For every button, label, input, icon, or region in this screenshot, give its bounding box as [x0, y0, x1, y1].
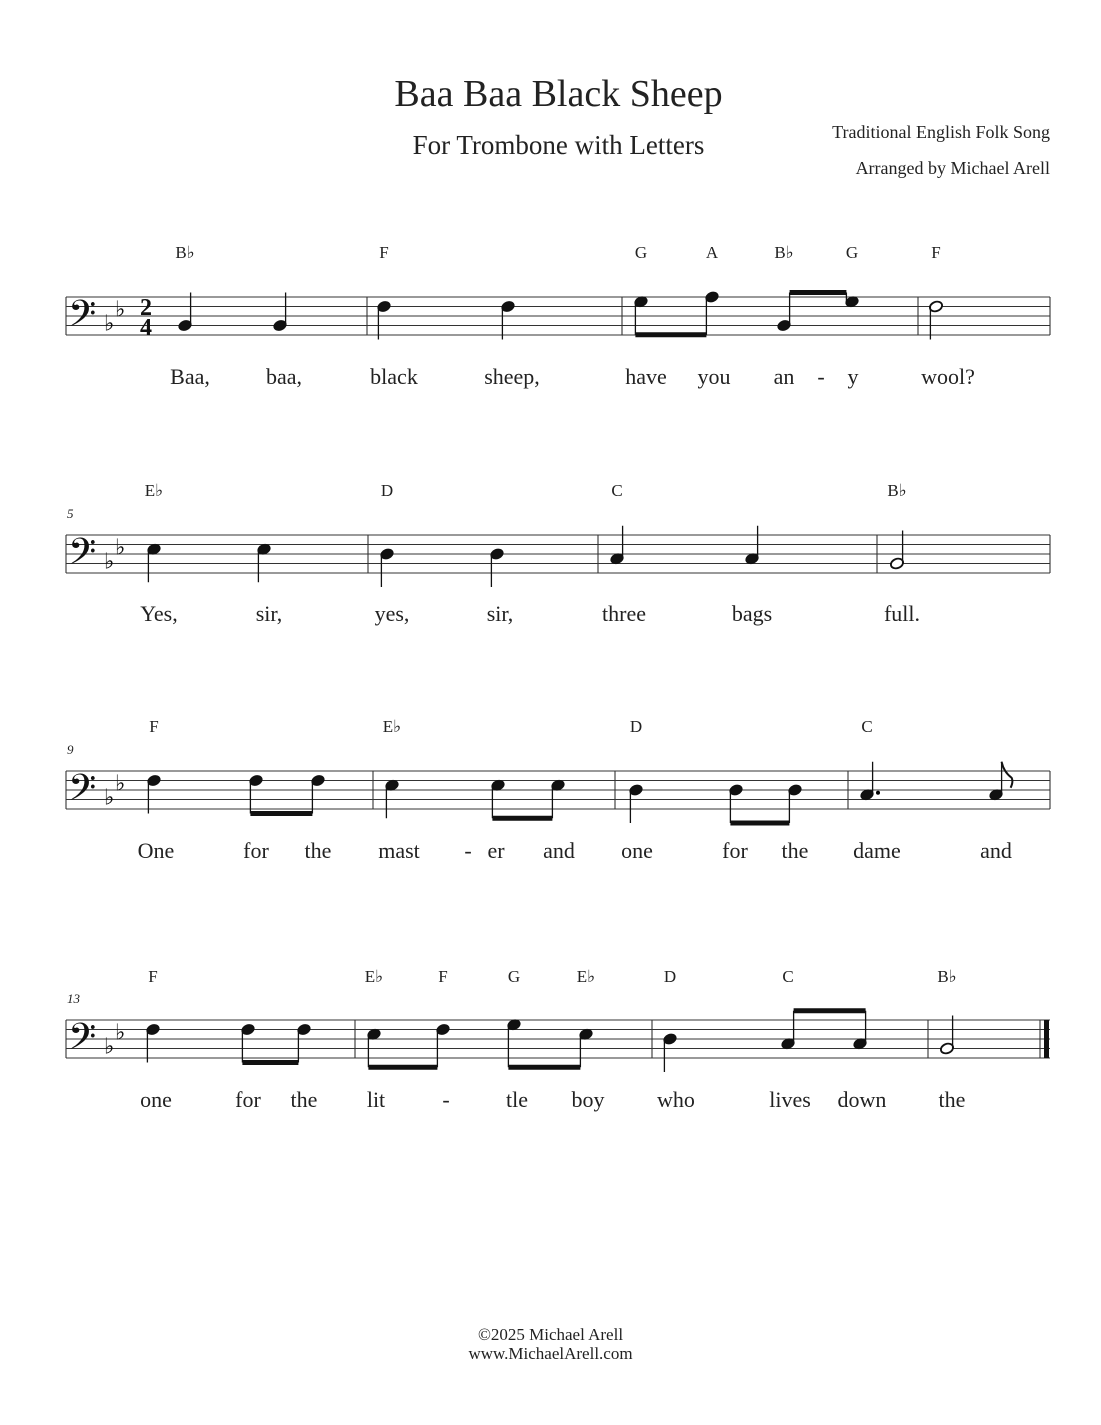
- lyric-syllable: -: [442, 1087, 450, 1112]
- eighth-flag-icon: [1002, 762, 1013, 788]
- note-letter: C: [611, 481, 623, 500]
- note-letter: B♭: [937, 967, 957, 986]
- key-flat-icon: ♭: [115, 1020, 126, 1046]
- time-signature-top: 2: [140, 295, 152, 321]
- lyric-syllable: boy: [571, 1087, 605, 1112]
- lyric-syllable: bags: [731, 601, 773, 626]
- lyric-syllable: for: [722, 838, 748, 863]
- note-letter: B♭: [887, 481, 907, 500]
- lyric-syllable: -: [464, 838, 472, 863]
- note-letter: D: [629, 717, 643, 736]
- sheet-title: Baa Baa Black Sheep: [394, 73, 723, 115]
- arranger-credit: Arranged by Michael Arell: [855, 158, 1050, 178]
- lyric-syllable: lit: [366, 1087, 386, 1112]
- lyric-syllable: y: [847, 364, 859, 389]
- note-letter: A: [705, 243, 719, 262]
- lyric-syllable: you: [697, 364, 731, 389]
- bass-clef-icon: 𝄢: [68, 767, 97, 818]
- note-letter: F: [379, 243, 389, 262]
- lyric-syllable: for: [235, 1087, 261, 1112]
- lyric-syllable: sheep,: [484, 364, 540, 389]
- lyric-syllable: Yes,: [140, 601, 178, 626]
- lyric-syllable: for: [243, 838, 269, 863]
- final-bar-thick: [1044, 1020, 1049, 1058]
- lyric-syllable: an: [773, 364, 795, 389]
- bass-clef-icon: 𝄢: [68, 531, 97, 582]
- note-letter: E♭: [144, 481, 164, 500]
- lyric-syllable: one: [140, 1087, 172, 1112]
- lyric-syllable: sir,: [255, 601, 283, 626]
- lyric-syllable: have: [625, 364, 667, 389]
- lyric-syllable: the: [781, 838, 809, 863]
- note-letter: G: [634, 243, 648, 262]
- lyric-syllable: One: [137, 838, 175, 863]
- lyric-syllable: the: [938, 1087, 966, 1112]
- lyric-syllable: Baa,: [170, 364, 210, 389]
- note-letter: C: [861, 717, 873, 736]
- measure-number: 5: [67, 506, 74, 521]
- lyric-syllable: dame: [853, 838, 901, 863]
- footer: [0, 1325, 1101, 1363]
- key-flat-icon: ♭: [104, 785, 115, 811]
- sheet-subtitle: For Trombone with Letters: [412, 130, 705, 160]
- dot-icon: [876, 791, 880, 795]
- lyric-syllable: baa,: [265, 364, 303, 389]
- lyric-syllable: sir,: [486, 601, 514, 626]
- bass-clef-icon: 𝄢: [68, 293, 97, 344]
- lyric-syllable: mast: [378, 838, 420, 863]
- bass-clef-icon: 𝄢: [68, 1016, 97, 1067]
- note-letter: F: [148, 967, 158, 986]
- key-flat-icon: ♭: [104, 1034, 115, 1060]
- note-letter: G: [507, 967, 521, 986]
- measure-number: 9: [67, 742, 74, 757]
- lyric-syllable: -: [817, 364, 825, 389]
- lyric-syllable: black: [370, 364, 418, 389]
- note-letter: D: [663, 967, 677, 986]
- key-flat-icon: ♭: [115, 771, 126, 797]
- lyric-syllable: one: [621, 838, 653, 863]
- lyric-syllable: down: [837, 1087, 887, 1112]
- website-text: www.MichaelArell.com: [468, 1344, 633, 1363]
- note-letter: B♭: [774, 243, 794, 262]
- note-letter: F: [149, 717, 159, 736]
- lyric-syllable: lives: [769, 1087, 811, 1112]
- lyric-syllable: yes,: [374, 601, 410, 626]
- key-flat-icon: ♭: [115, 535, 126, 561]
- lyric-syllable: tle: [506, 1087, 528, 1112]
- note-letter: B♭: [175, 243, 195, 262]
- measure-number: 13: [67, 991, 80, 1006]
- time-signature-bottom: 4: [140, 315, 152, 341]
- lyric-syllable: the: [290, 1087, 318, 1112]
- lyric-syllable: who: [657, 1087, 695, 1112]
- key-flat-icon: ♭: [115, 297, 126, 323]
- lyric-syllable: full.: [883, 601, 921, 626]
- note-letter: E♭: [364, 967, 384, 986]
- key-flat-icon: ♭: [104, 549, 115, 575]
- note-letter: C: [782, 967, 794, 986]
- note-letter: F: [931, 243, 941, 262]
- lyric-syllable: and: [980, 838, 1012, 863]
- lyric-syllable: wool?: [921, 364, 975, 389]
- key-flat-icon: ♭: [104, 311, 115, 337]
- note-letter: E♭: [576, 967, 596, 986]
- lyric-syllable: the: [304, 838, 332, 863]
- copyright-text: ©2025 Michael Arell: [477, 1325, 624, 1344]
- lyric-syllable: er: [487, 838, 505, 863]
- lyric-syllable: three: [602, 601, 646, 626]
- note-letter: D: [380, 481, 394, 500]
- lyric-syllable: and: [543, 838, 575, 863]
- composer-credit: Traditional English Folk Song: [832, 122, 1050, 142]
- note-letter: F: [438, 967, 448, 986]
- note-letter: G: [845, 243, 859, 262]
- note-letter: E♭: [382, 717, 402, 736]
